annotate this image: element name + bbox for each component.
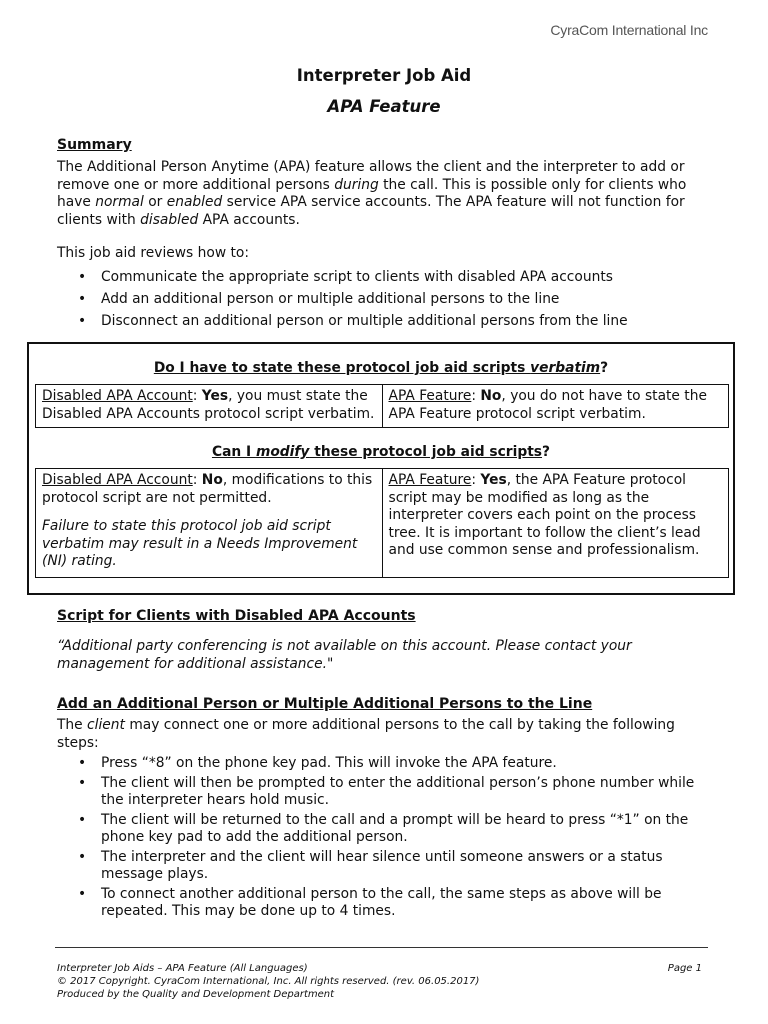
script-heading: Script for Clients with Disabled APA Accounts bbox=[57, 608, 416, 624]
modify-table bbox=[35, 468, 729, 578]
company-name: CyraCom International Inc bbox=[550, 22, 708, 38]
table-cell: APA Feature: No, you do not have to state the APA Feature protocol script verbatim. bbox=[382, 385, 729, 428]
table-row bbox=[36, 469, 729, 578]
add-intro: The client may connect one or more additional persons to the call by taking the following steps: bbox=[57, 717, 675, 751]
page-title: Interpreter Job Aid bbox=[296, 66, 472, 85]
footer-copyright: © 2017 Copyright. CyraCom International, Inc. All rights reserved. (rev. 06.05.2017) bbox=[57, 976, 480, 987]
footer-title: Interpreter Job Aids – APA Feature (All Languages) Page 1 bbox=[57, 963, 702, 974]
warning-note: Failure to state this protocol job aid script verbatim may result in a Needs Improvement (NI) rating. bbox=[42, 518, 358, 569]
list-item: • The client will then be prompted to enter the additional person’s phone number while the interpreter hears hold music. bbox=[57, 775, 717, 810]
summary-list bbox=[57, 266, 717, 332]
script-quote: “Additional party conferencing is not available on this account. Please contact your management for additional assistance." bbox=[57, 638, 632, 672]
summary-heading: Summary bbox=[57, 137, 132, 153]
add-heading: Add an Additional Person or Multiple Additional Persons to the Line bbox=[57, 696, 593, 712]
table-cell: Disabled APA Account: No, modifications to this protocol script are not permitted. Failure to state this protocol job aid script verbatim may result in a Needs Improvement (NI) rating. bbox=[36, 469, 383, 578]
list-item: • Add an additional person or multiple additional persons to the line bbox=[57, 288, 717, 310]
table-cell: Disabled APA Account: Yes, you must state the Disabled APA Accounts protocol script verbatim. bbox=[36, 385, 383, 428]
summary-intro: This job aid reviews how to: bbox=[57, 245, 249, 261]
question-modify: Can I modify these protocol job aid scripts? bbox=[211, 444, 551, 460]
protocol-box bbox=[27, 342, 735, 595]
question-verbatim: Do I have to state these protocol job aid scripts verbatim? bbox=[153, 360, 609, 376]
list-item: • Disconnect an additional person or multiple additional persons from the line bbox=[57, 310, 717, 332]
list-item: • The client will be returned to the call and a prompt will be heard to press “*1” on the phone key pad to add the additional person. bbox=[57, 812, 717, 847]
list-item: • To connect another additional person to the call, the same steps as above will be repeated. This may be done up to 4 times. bbox=[57, 886, 717, 921]
footer-divider bbox=[55, 947, 708, 948]
page-number: Page 1 bbox=[667, 963, 702, 974]
table-cell: APA Feature: Yes, the APA Feature protocol script may be modified as long as the interpreter covers each point on the process tree. It is important to follow the client’s lead and use common sense and professionalism. bbox=[382, 469, 729, 578]
list-item: • Communicate the appropriate script to clients with disabled APA accounts bbox=[57, 266, 717, 288]
footer-department: Produced by the Quality and Development Department bbox=[57, 989, 335, 1000]
summary-paragraph: The Additional Person Anytime (APA) feature allows the client and the interpreter to add or remove one or more additional persons during the call. This is possible only for clients who have normal or enabled service APA service accounts. The APA feature will not function for clients with disabled APA accounts. bbox=[57, 159, 687, 228]
list-item: • Press “*8” on the phone key pad. This will invoke the APA feature. bbox=[57, 755, 717, 773]
table-row bbox=[36, 385, 729, 428]
add-steps-list bbox=[57, 755, 717, 923]
verbatim-table bbox=[35, 384, 729, 428]
page-subtitle: APA Feature bbox=[327, 97, 441, 116]
list-item: • The interpreter and the client will hear silence until someone answers or a status message plays. bbox=[57, 849, 717, 884]
